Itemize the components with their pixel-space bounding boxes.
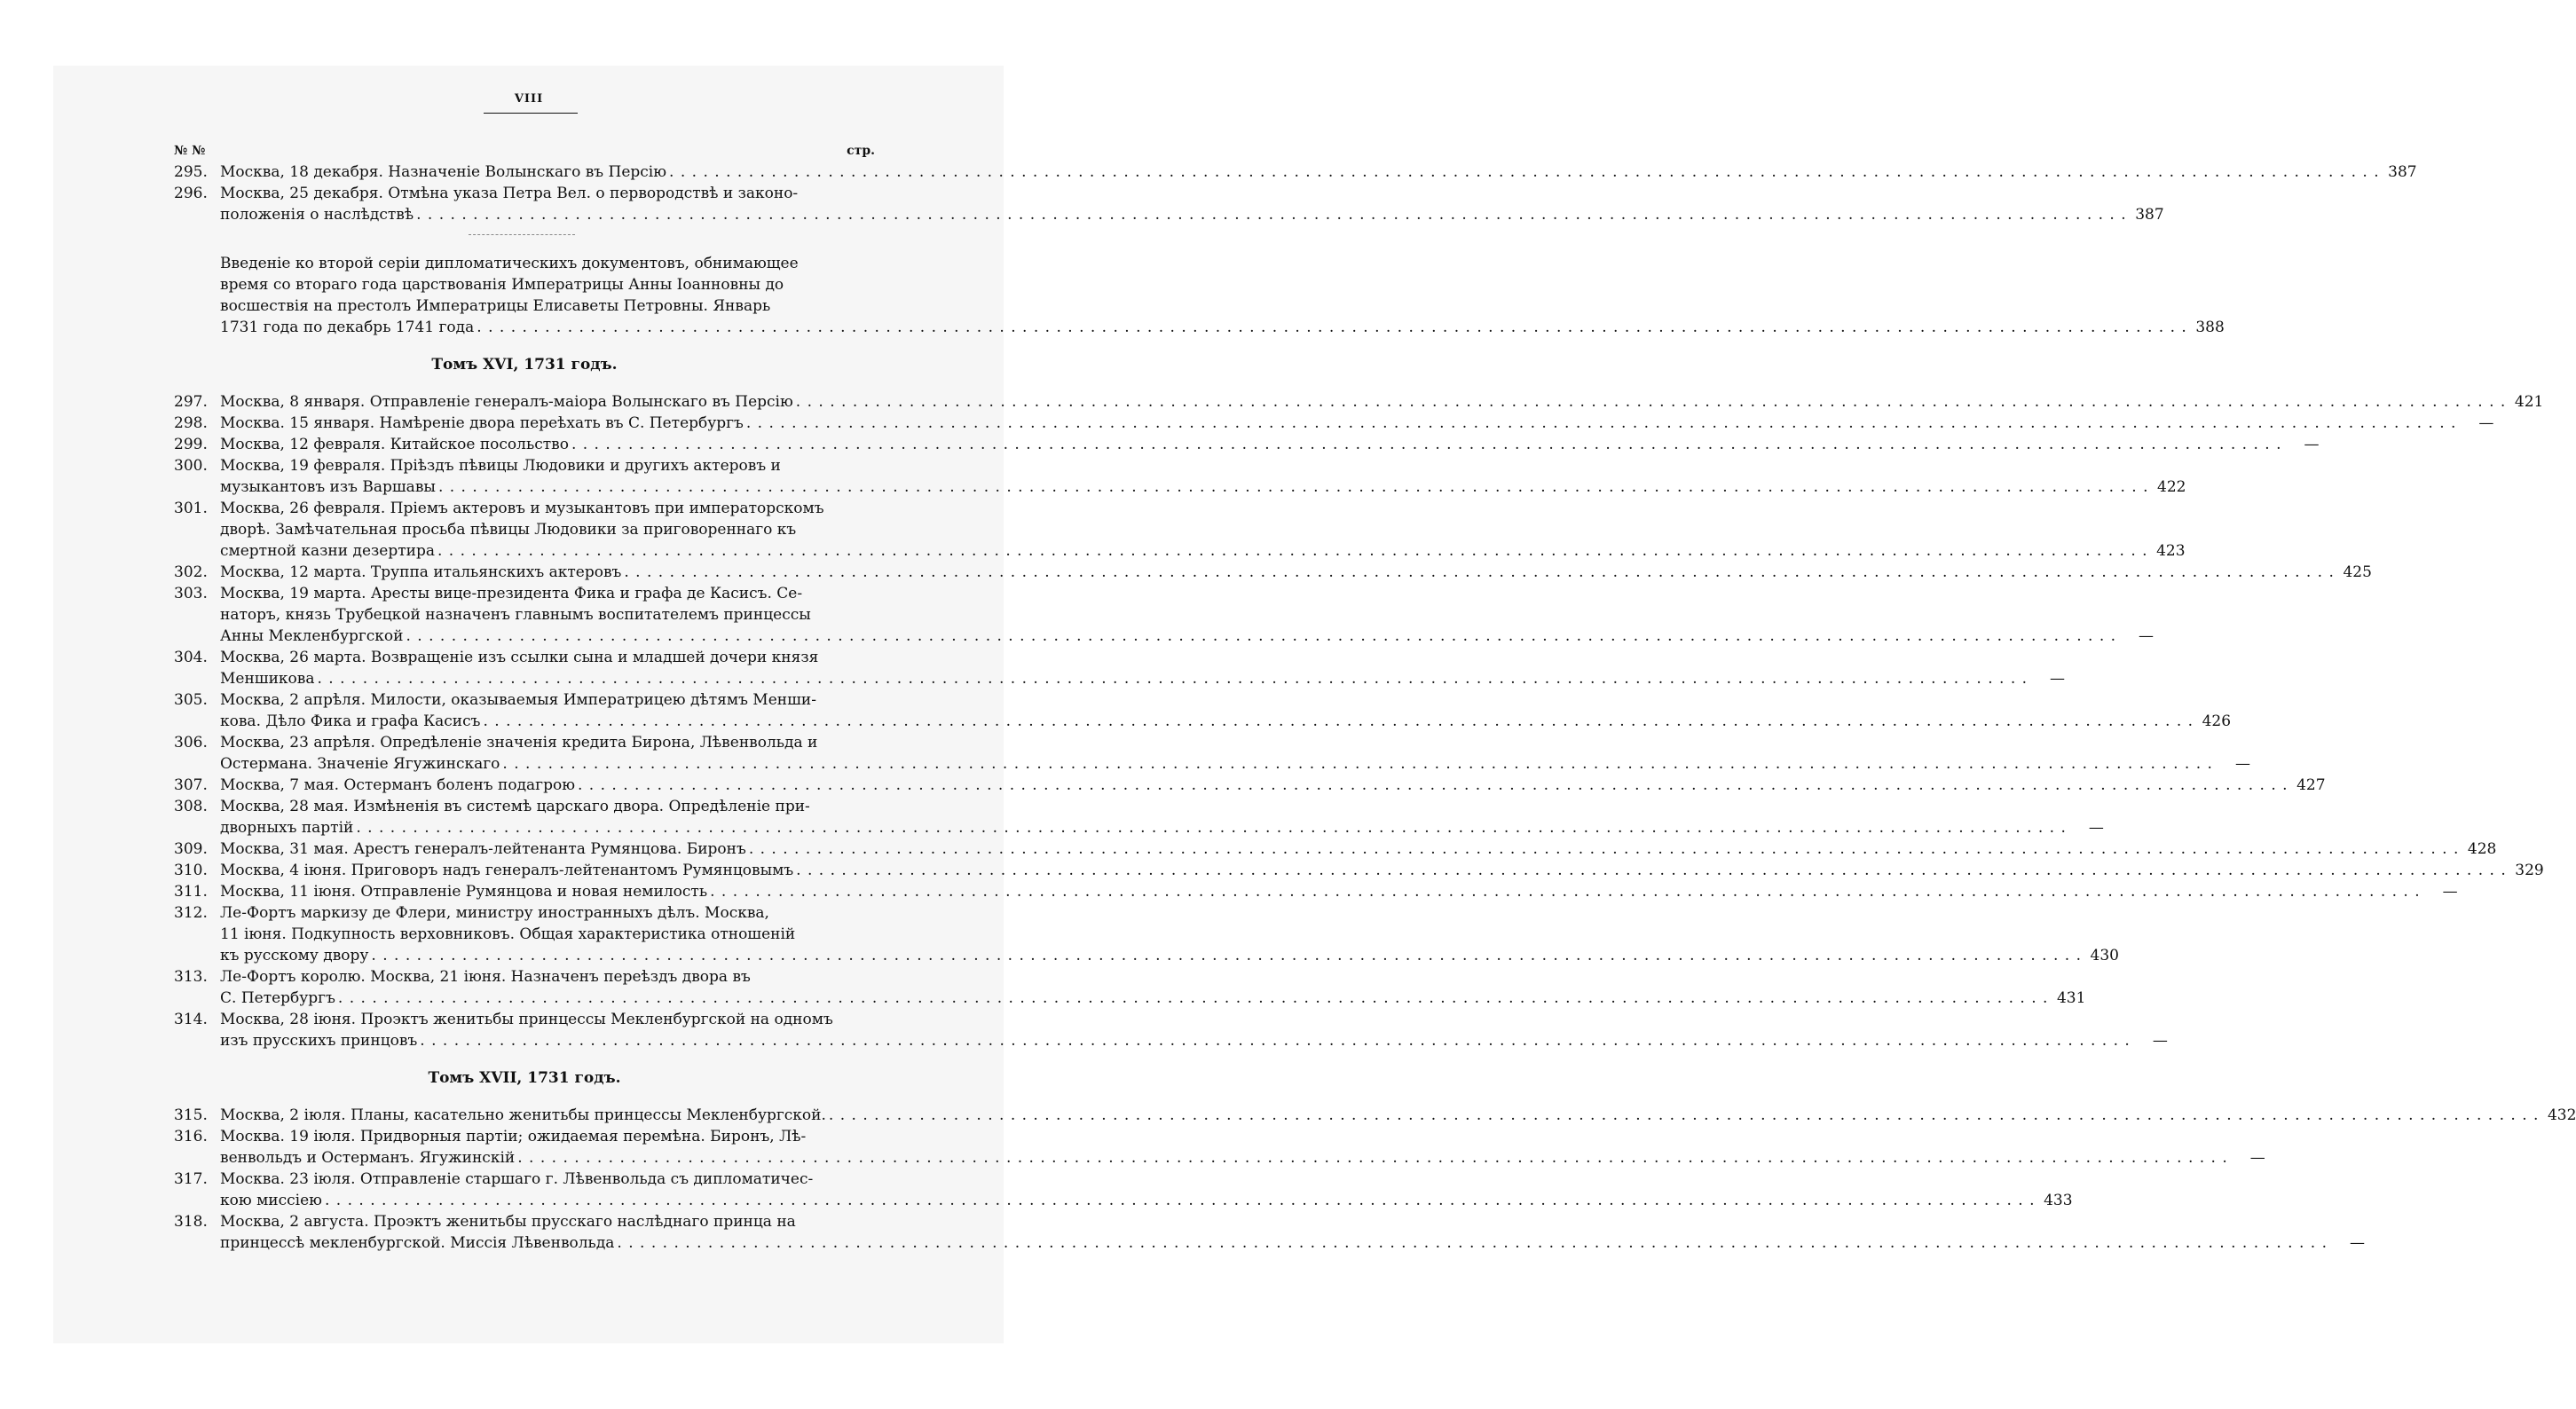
entry-body <box>220 1105 2576 1126</box>
entry-line <box>220 604 2154 626</box>
entry-line <box>220 1126 2265 1147</box>
entry-text: Ле-Фортъ королю. Москва, 21 іюня. Назначенъ переѣздъ двора въ <box>220 968 751 986</box>
entry-line <box>220 562 2372 583</box>
intro-text: Введеніе ко второй серіи дипломатическихъ документовъ, обнимающее <box>220 255 799 272</box>
entry-text: кова. Дѣло Фика и графа Касисъ <box>220 712 481 730</box>
dot-leader <box>404 626 2117 647</box>
entry-page: 432 <box>2547 1106 2576 1124</box>
dot-leader <box>793 391 2507 413</box>
entry-line <box>220 966 2085 988</box>
entry-line <box>220 161 2417 183</box>
entry-line <box>220 583 2154 604</box>
entry-body <box>220 434 2319 455</box>
dot-leader <box>515 1147 2228 1169</box>
entry-number: 312. <box>174 904 208 922</box>
entry-line <box>220 476 2186 498</box>
folio-rule <box>484 113 578 114</box>
number-column-label: № № <box>174 144 206 158</box>
entry-page: 425 <box>2343 563 2372 581</box>
entry-number: 304. <box>174 649 208 666</box>
entry-text: Москва, 19 марта. Аресты вице-президента Фика и графа де Касисъ. Се- <box>220 585 803 602</box>
entry-line <box>220 902 2119 924</box>
entry-number: 316. <box>174 1128 208 1145</box>
entry-body <box>220 1169 2073 1211</box>
entry-page: 423 <box>2156 542 2186 560</box>
dot-leader <box>707 881 2421 902</box>
toc-entry <box>174 1169 2073 1211</box>
entry-line <box>220 1009 2168 1030</box>
intro-page: 388 <box>2195 319 2225 336</box>
entry-text: Москва, 8 января. Отправленіе генералъ-маіора Волынскаго въ Персію <box>220 393 793 411</box>
toc-entry <box>174 775 2326 796</box>
entry-text: Москва, 23 апрѣля. Опредѣленіе значенія кредита Бирона, Лѣвенвольда и <box>220 734 818 752</box>
entry-line <box>220 711 2231 732</box>
entry-body <box>220 161 2417 183</box>
entry-number: 311. <box>174 883 208 901</box>
entry-text: 11 іюня. Подкупность верховниковъ. Общая характеристика отношеній <box>220 925 796 943</box>
toc-entry <box>174 732 2250 775</box>
entry-page: — <box>2304 436 2320 453</box>
entry-text: наторъ, князь Трубецкой назначенъ главнымъ воспитателемъ принцессы <box>220 606 811 624</box>
entry-body <box>220 1009 2168 1051</box>
dot-leader <box>474 317 2187 338</box>
intro-text: время со втораго года царствованія Императрицы Анны Іоанновны до <box>220 276 784 294</box>
dot-leader <box>480 711 2194 732</box>
entry-body <box>220 498 2186 562</box>
entry-line <box>220 647 2065 668</box>
entry-text: С. Петербургъ <box>220 989 335 1007</box>
entry-text: музыкантовъ изъ Варшавы <box>220 478 436 496</box>
entry-page: 427 <box>2296 776 2326 794</box>
entry-line <box>220 689 2231 711</box>
table-of-contents <box>174 140 2576 1254</box>
entry-text: Москва, 28 іюня. Проэктъ женитьбы принцессы Мекленбургской на одномъ <box>220 1011 833 1028</box>
entry-line <box>220 860 2544 881</box>
entry-number: 300. <box>174 457 208 475</box>
entry-text: венвольдъ и Остерманъ. Ягужинскій <box>220 1149 516 1167</box>
entry-body <box>220 583 2154 647</box>
entry-text: дворѣ. Замѣчательная просьба пѣвицы Людовики за приговореннаго къ <box>220 521 797 539</box>
toc-entry <box>174 413 2494 434</box>
entry-body <box>220 689 2231 732</box>
entry-text: Москва, 26 февраля. Пріемъ актеровъ и музыкантовъ при императорскомъ <box>220 500 824 517</box>
entry-number: 317. <box>174 1170 208 1188</box>
entry-page: — <box>2349 1234 2365 1252</box>
toc-entry <box>174 902 2119 966</box>
entry-body <box>220 455 2186 498</box>
entry-line <box>220 817 2104 838</box>
entry-line <box>220 183 2164 204</box>
entry-number: 314. <box>174 1011 208 1028</box>
entry-number: 310. <box>174 862 208 879</box>
section-divider <box>469 234 575 244</box>
folio-number: VIII <box>514 92 544 106</box>
entry-line <box>220 924 2119 945</box>
entry-page: — <box>2478 414 2494 432</box>
entry-line <box>220 1147 2265 1169</box>
entry-line <box>220 753 2250 775</box>
toc-entry <box>174 562 2372 583</box>
entry-text: Остермана. Значеніе Ягужинскаго <box>220 755 500 773</box>
entry-line <box>220 775 2326 796</box>
entry-number: 299. <box>174 436 208 453</box>
dot-leader <box>335 988 2049 1009</box>
entry-text: Москва. 23 іюля. Отправленіе старшаго г. Лѣвенвольда съ дипломатичес- <box>220 1170 814 1188</box>
entry-line <box>220 626 2154 647</box>
entry-line <box>220 668 2065 689</box>
entry-line <box>220 881 2458 902</box>
dot-leader <box>569 434 2282 455</box>
dot-leader <box>435 540 2148 562</box>
entry-text: Москва, 12 февраля. Китайское посольство <box>220 436 569 453</box>
toc-entry <box>174 838 2497 860</box>
entry-number: 307. <box>174 776 208 794</box>
entry-body <box>220 647 2065 689</box>
entry-body <box>220 860 2544 881</box>
dot-leader <box>353 817 2067 838</box>
toc-entry <box>174 689 2232 732</box>
entry-body <box>220 1126 2265 1169</box>
toc-entry <box>174 434 2320 455</box>
entry-text: Москва, 11 іюня. Отправленіе Румянцова и новая немилость <box>220 883 708 901</box>
entry-page: 426 <box>2202 712 2232 730</box>
intro-text: 1731 года по декабрь 1741 года <box>220 319 475 336</box>
entry-page: 428 <box>2467 840 2497 858</box>
entry-text: Москва, 2 апрѣля. Милости, оказываемыя Императрицею дѣтямъ Менши- <box>220 691 816 709</box>
volume-17-heading: Томъ XVII, 1731 годъ. <box>428 1069 621 1087</box>
toc-entry <box>174 796 2104 838</box>
entry-page: — <box>2139 627 2155 645</box>
entry-text: Москва, 4 іюня. Приговоръ надъ генералъ-лейтенантомъ Румянцовымъ <box>220 862 794 879</box>
entry-text: смертной казни дезертира <box>220 542 435 560</box>
entry-page: 421 <box>2514 393 2544 411</box>
entry-number: 297. <box>174 393 208 411</box>
entry-page: 387 <box>2135 206 2164 224</box>
entry-page: 329 <box>2515 862 2544 879</box>
entry-line <box>220 519 2186 540</box>
volume-17-entries <box>174 1105 2576 1254</box>
entry-body <box>220 183 2164 225</box>
entry-line <box>220 498 2186 519</box>
toc-entry <box>174 647 2066 689</box>
entry-number: 298. <box>174 414 208 432</box>
entry-line <box>220 540 2186 562</box>
toc-entry <box>174 860 2544 881</box>
dot-leader <box>744 413 2457 434</box>
entry-body <box>220 902 2119 966</box>
entry-text: Москва, 2 іюля. Планы, касательно женитьбы принцессы Мекленбургской. <box>220 1106 826 1124</box>
entry-text: Москва. 15 января. Намѣреніе двора переѣхать въ С. Петербургъ <box>220 414 744 432</box>
entry-text: Москва, 31 мая. Арестъ генералъ-лейтенанта Румянцова. Биронъ <box>220 840 746 858</box>
entry-text: Москва, 18 декабря. Назначеніе Волынскаго въ Персію <box>220 163 667 181</box>
entry-line <box>220 945 2119 966</box>
entry-page: 422 <box>2157 478 2186 496</box>
dot-leader <box>666 161 2380 183</box>
dot-leader <box>826 1105 2540 1126</box>
entry-text: Меншикова <box>220 670 315 688</box>
entry-number: 315. <box>174 1106 208 1124</box>
entry-text: къ русскому двору <box>220 947 369 964</box>
toc-entry <box>174 183 2164 225</box>
toc-entry <box>174 583 2155 647</box>
entry-text: Анны Мекленбургской <box>220 627 404 645</box>
intro-line <box>220 295 875 317</box>
entry-page: — <box>2152 1032 2168 1050</box>
entry-page: — <box>2442 883 2458 901</box>
dot-leader <box>322 1190 2036 1211</box>
entry-body <box>220 881 2458 902</box>
entry-number: 318. <box>174 1213 208 1231</box>
entry-body <box>220 1211 2365 1254</box>
entry-number: 295. <box>174 163 208 181</box>
entry-line <box>220 796 2104 817</box>
entry-text: Москва, 28 мая. Измѣненія въ системѣ царскаго двора. Опредѣленіе при- <box>220 798 810 815</box>
entry-line <box>220 1030 2168 1051</box>
entry-text: Москва, 25 декабря. Отмѣна указа Петра Вел. о первородствѣ и законо- <box>220 185 799 202</box>
intro-line <box>220 253 875 274</box>
dot-leader <box>621 562 2335 583</box>
entry-body <box>220 413 2493 434</box>
entry-line <box>220 838 2496 860</box>
toc-entry <box>174 391 2544 413</box>
entry-line <box>220 413 2493 434</box>
entry-body <box>220 775 2326 796</box>
entry-text: Москва, 2 августа. Проэктъ женитьбы прусскаго наслѣднаго принца на <box>220 1213 796 1231</box>
entry-line <box>220 391 2543 413</box>
top-entries <box>174 161 2417 225</box>
entry-body <box>220 391 2543 413</box>
entry-text: Ле-Фортъ маркизу де Флери, министру иностранныхъ дѣлъ. Москва, <box>220 904 769 922</box>
entry-line <box>220 732 2250 753</box>
entry-text: дворныхъ партій <box>220 819 354 837</box>
toc-entry <box>174 455 2186 498</box>
toc-entry <box>174 881 2458 902</box>
entry-number: 305. <box>174 691 208 709</box>
entry-page: 387 <box>2388 163 2417 181</box>
toc-entry <box>174 1126 2265 1169</box>
dot-leader <box>436 476 2149 498</box>
dot-leader <box>315 668 2029 689</box>
entry-text: положенія о наслѣдствѣ <box>220 206 414 224</box>
entry-line <box>220 1232 2365 1254</box>
dot-leader <box>575 775 2288 796</box>
entry-number: 309. <box>174 840 208 858</box>
entry-line <box>220 988 2085 1009</box>
toc-entry <box>174 966 2086 1009</box>
toc-entry <box>174 161 2417 183</box>
entry-page: — <box>2050 670 2066 688</box>
entry-body <box>220 966 2085 1009</box>
dot-leader <box>500 753 2213 775</box>
dot-leader <box>746 838 2460 860</box>
dot-leader <box>414 204 2127 225</box>
entry-text: изъ прусскихъ принцовъ <box>220 1032 418 1050</box>
entry-page: — <box>2249 1149 2265 1167</box>
entry-number: 313. <box>174 968 208 986</box>
entry-number: 306. <box>174 734 208 752</box>
toc-entry <box>174 1105 2576 1126</box>
dot-leader <box>614 1232 2328 1254</box>
entry-text: Москва, 19 февраля. Пріѣздъ пѣвицы Людовики и другихъ актеровъ и <box>220 457 781 475</box>
introduction-entry <box>174 253 2225 338</box>
entry-page: — <box>2234 755 2250 773</box>
entry-text: Москва, 12 марта. Труппа итальянскихъ актеровъ <box>220 563 622 581</box>
entry-number: 296. <box>174 185 208 202</box>
entry-text: Москва, 26 марта. Возвращеніе изъ ссылки сына и младшей дочери князя <box>220 649 819 666</box>
entry-line <box>220 1169 2073 1190</box>
column-header <box>174 140 875 161</box>
volume-16-entries <box>174 391 2544 1051</box>
entry-body <box>220 796 2104 838</box>
entry-page: 433 <box>2044 1192 2073 1209</box>
entry-body <box>220 838 2496 860</box>
entry-line <box>220 434 2319 455</box>
toc-entry <box>174 498 2186 562</box>
entry-page: 431 <box>2056 989 2086 1007</box>
entry-line <box>220 455 2186 476</box>
toc-entry <box>174 1211 2365 1254</box>
entry-line <box>220 204 2164 225</box>
entry-text: Москва. 19 іюля. Придворныя партіи; ожидаемая перемѣна. Биронъ, Лѣ- <box>220 1128 807 1145</box>
entry-number: 302. <box>174 563 208 581</box>
entry-body <box>220 562 2372 583</box>
entry-number: 301. <box>174 500 208 517</box>
dot-leader <box>368 945 2082 966</box>
entry-body <box>220 732 2250 775</box>
entry-line <box>220 1190 2073 1211</box>
entry-text: Москва, 7 мая. Остерманъ боленъ подагрою <box>220 776 575 794</box>
toc-entry <box>174 1009 2168 1051</box>
intro-line <box>220 317 2225 338</box>
dot-leader <box>793 860 2507 881</box>
intro-line <box>220 274 875 295</box>
page-column-label: стр. <box>847 144 875 158</box>
entry-number: 308. <box>174 798 208 815</box>
entry-line <box>220 1105 2576 1126</box>
entry-page: 430 <box>2090 947 2119 964</box>
volume-16-heading: Томъ XVI, 1731 годъ. <box>431 356 618 374</box>
intro-text: восшествія на престолъ Императрицы Елисаветы Петровны. Январь <box>220 297 771 315</box>
entry-text: принцессѣ мекленбургской. Миссія Лѣвенвольда <box>220 1234 615 1252</box>
entry-page: — <box>2088 819 2104 837</box>
entry-line <box>220 1211 2365 1232</box>
entry-text: кою миссіею <box>220 1192 322 1209</box>
dot-leader <box>417 1030 2131 1051</box>
entry-number: 303. <box>174 585 208 602</box>
